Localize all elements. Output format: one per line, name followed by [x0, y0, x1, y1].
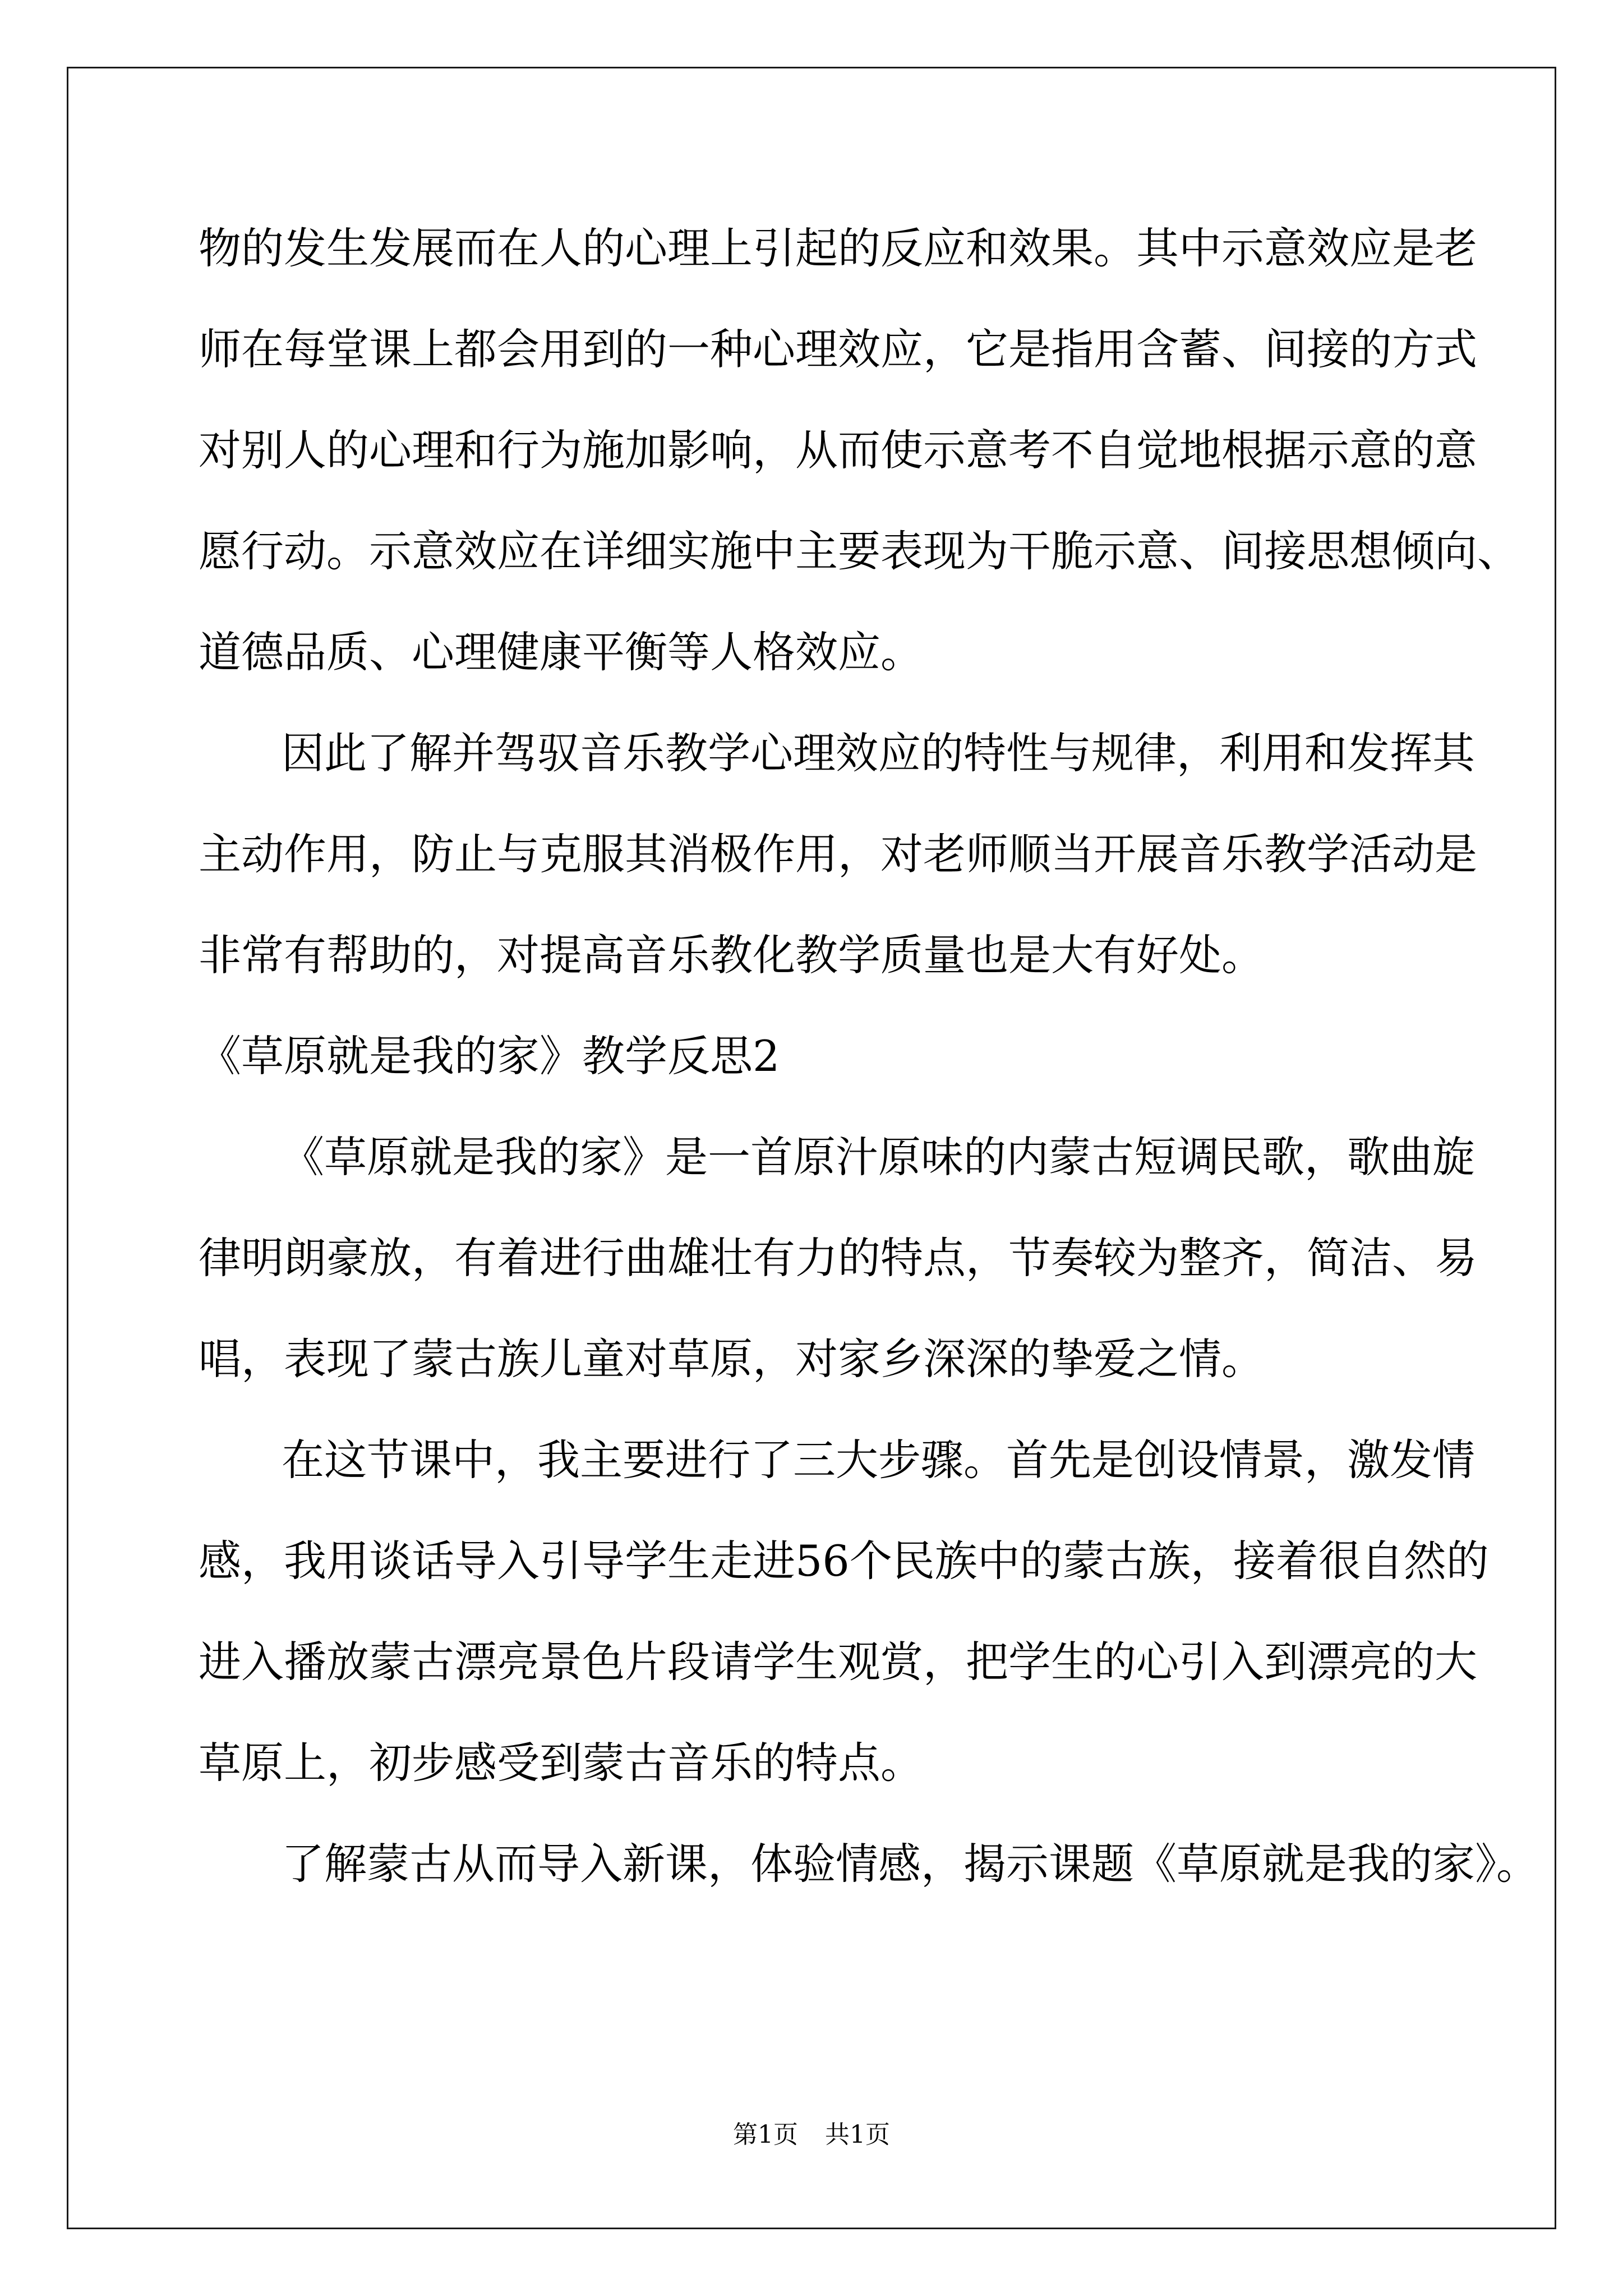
- paragraph-line: 唱，表现了蒙古族儿童对草原，对家乡深深的挚爱之情。: [199, 1334, 1264, 1384]
- page-number: 第1页: [733, 2120, 798, 2149]
- paragraph-line: 师在每堂课上都会用到的一种心理效应，它是指用含蓄、间接的方式: [199, 324, 1477, 374]
- paragraph-line: 了解蒙古从而导入新课，体验情感，揭示课题《草原就是我的家》。: [282, 1839, 1539, 1889]
- paragraph-line: 对别人的心理和行为施加影响，从而使示意考不自觉地根据示意的意: [199, 425, 1477, 475]
- paragraph-line: 物的发生发展而在人的心理上引起的反应和效果。其中示意效应是老: [199, 223, 1477, 273]
- paragraph-line: 感，我用谈话导入引导学生走进56个民族中的蒙古族，接着很自然的: [199, 1536, 1489, 1586]
- paragraph-line: 进入播放蒙古漂亮景色片段请学生观赏，把学生的心引入到漂亮的大: [199, 1637, 1477, 1687]
- paragraph-line: 愿行动。示意效应在详细实施中主要表现为干脆示意、间接思想倾向、: [199, 526, 1520, 576]
- paragraph-line: 在这节课中，我主要进行了三大步骤。首先是创设情景，激发情: [282, 1435, 1475, 1485]
- paragraph-line: 道德品质、心理健康平衡等人格效应。: [199, 627, 923, 677]
- paragraph-line: 《草原就是我的家》是一首原汁原味的内蒙古短调民歌，歌曲旋: [282, 1132, 1475, 1182]
- section-heading: 《草原就是我的家》教学反思2: [199, 1031, 780, 1081]
- paragraph-line: 律明朗豪放，有着进行曲雄壮有力的特点，节奏较为整齐，简洁、易: [199, 1233, 1477, 1283]
- paragraph-line: 草原上，初步感受到蒙古音乐的特点。: [199, 1738, 923, 1788]
- paragraph-line: 非常有帮助的，对提高音乐教化教学质量也是大有好处。: [199, 930, 1264, 980]
- paragraph-line: 主动作用，防止与克服其消极作用，对老师顺当开展音乐教学活动是: [199, 829, 1477, 879]
- paragraph-line: 因此了解并驾驭音乐教学心理效应的特性与规律，利用和发挥其: [282, 728, 1475, 778]
- page-footer: [0, 2119, 1623, 2151]
- page-total: 共1页: [825, 2120, 890, 2149]
